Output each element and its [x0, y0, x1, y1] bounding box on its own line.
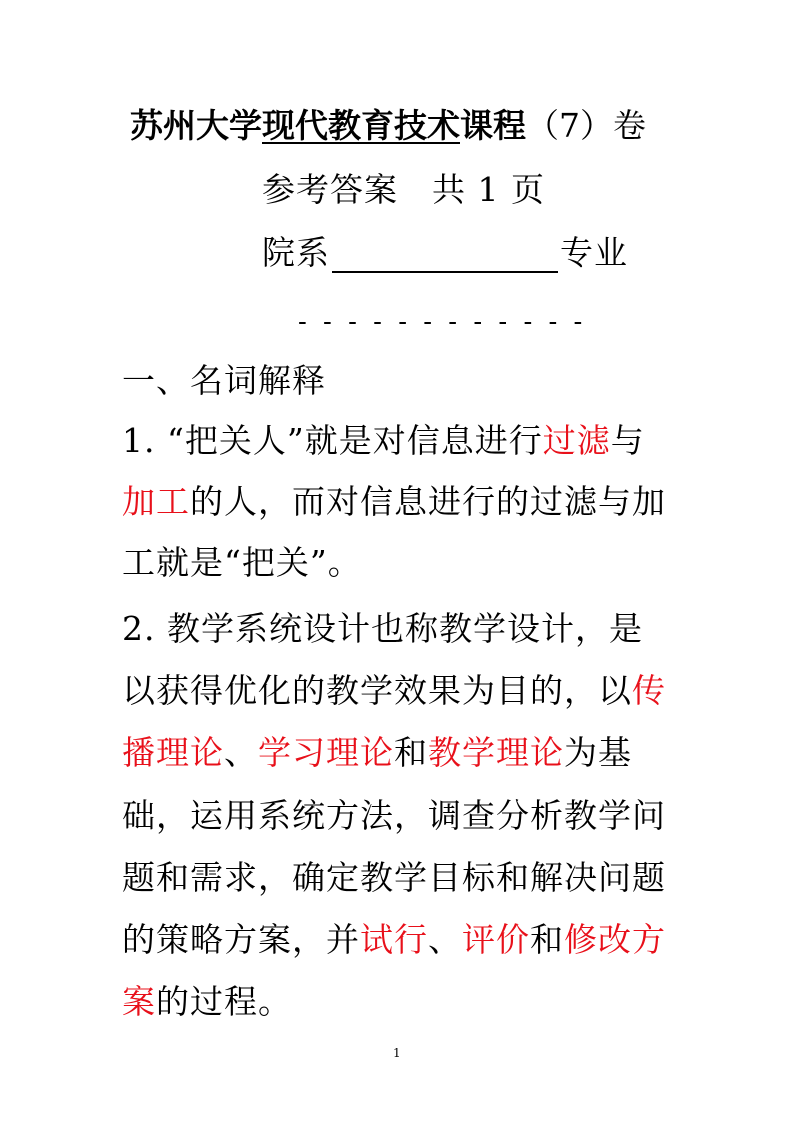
major-label: 专业: [560, 233, 628, 272]
title-course-name: 现代教育技术: [262, 106, 460, 145]
item-1-line-3: 工就是“把关”。: [122, 543, 362, 582]
highlight-term: 案: [122, 982, 156, 1021]
text-run: 1. “把关人”就是对信息进行: [122, 421, 543, 460]
highlight-term: 试行: [360, 920, 428, 959]
item-2-line-5: 题和需求，确定教学目标和解决问题: [122, 858, 666, 897]
highlight-term: 过滤: [542, 421, 611, 460]
text-run: 的策略方案，并: [122, 920, 360, 959]
department-label: 院系: [262, 233, 330, 272]
item-2-line-4: 础，运用系统方法，调查分析教学问: [122, 796, 666, 835]
text-run: 、: [428, 920, 462, 959]
highlight-term: 修改方: [564, 920, 666, 959]
text-run: 为基: [564, 733, 632, 772]
text-run: 和: [530, 920, 564, 959]
title-university: 苏州大学: [130, 106, 262, 145]
section-heading: 一、名词解释: [122, 361, 326, 400]
page-title: [130, 106, 646, 146]
highlight-term: 传: [632, 671, 666, 710]
highlight-term: 教学理论: [428, 733, 564, 772]
title-volume: （7）卷: [526, 106, 646, 145]
text-run: 以获得优化的教学效果为目的，以: [122, 671, 632, 710]
item-1-line-1: [122, 421, 645, 461]
department-blank-field: [332, 239, 558, 273]
highlight-term: 评价: [462, 920, 530, 959]
text-run: 、: [224, 733, 258, 772]
item-2-line-7: [122, 982, 292, 1022]
item-2-line-2: [122, 671, 666, 711]
item-2-line-3: [122, 733, 632, 773]
item-1-line-2: [122, 482, 666, 522]
subtitle: 参考答案 共 1 页: [262, 170, 545, 209]
title-course-label: 课程: [460, 106, 526, 145]
text-run: 和: [394, 733, 428, 772]
separator-dashes: - - - - - - - - - - - -: [298, 307, 587, 337]
text-run: 的过程。: [156, 982, 292, 1021]
item-2-line-6: [122, 920, 666, 960]
highlight-term: 学习理论: [258, 733, 394, 772]
highlight-term: 加工: [122, 482, 190, 521]
item-2-line-1: 2. 教学系统设计也称教学设计，是: [122, 609, 643, 648]
text-run: 与: [610, 421, 645, 460]
department-line: [262, 233, 628, 273]
highlight-term: 播理论: [122, 733, 224, 772]
page-number: 1: [393, 1046, 401, 1060]
text-run: 的人，而对信息进行的过滤与加: [190, 482, 666, 521]
